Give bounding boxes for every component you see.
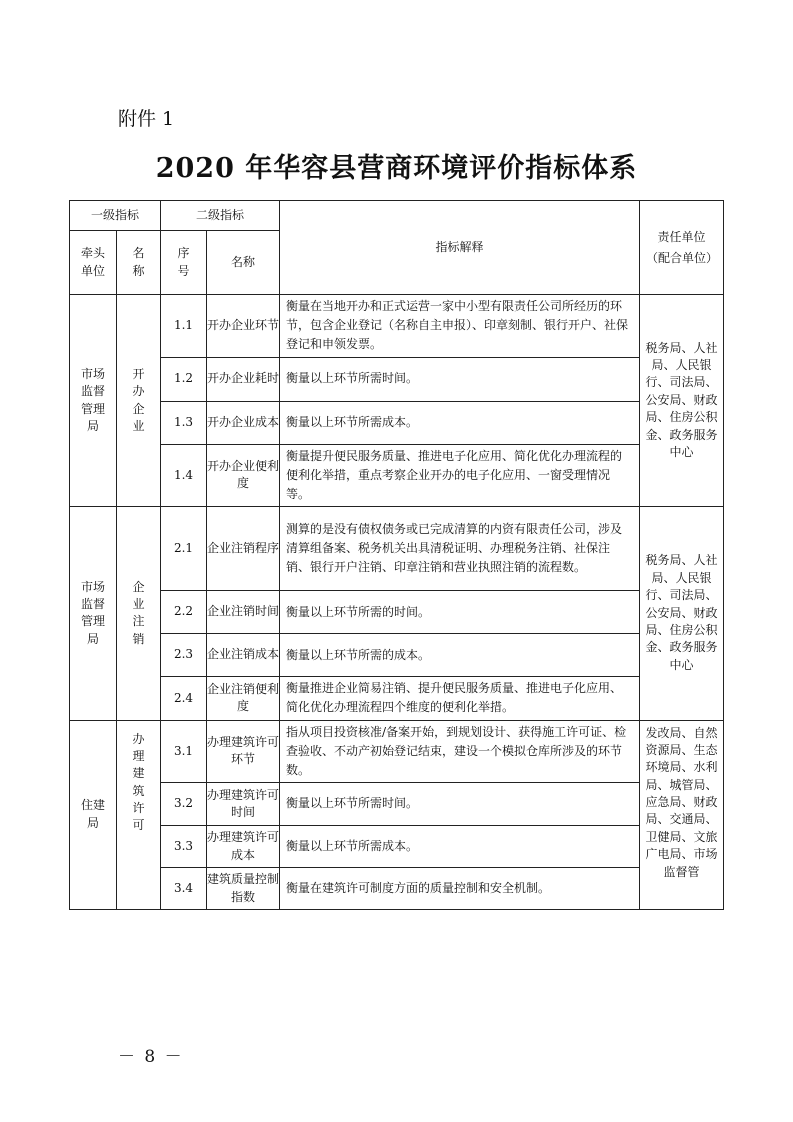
seq-number: 3.3 — [161, 826, 207, 868]
indicator-description: 衡量以上环节所需成本。 — [280, 826, 640, 868]
indicator-description: 衡量以上环节所需的时间。 — [280, 591, 640, 634]
indicator-description: 衡量推进企业简易注销、提升便民服务质量、推进电子化应用、简化优化办理流程四个维度的便利化举措。 — [280, 677, 640, 720]
sub-indicator-name: 开办企业便利度 — [207, 444, 280, 507]
responsible-units: 税务局、人社局、人民银行、司法局、公安局、财政局、住房公积金、政务服务中心 — [640, 295, 724, 507]
sub-indicator-name: 办理建筑许可成本 — [207, 826, 280, 868]
indicator-name: 开办企业 — [132, 366, 145, 433]
indicator-description: 测算的是没有债权债务或已完成清算的内资有限责任公司，涉及清算组备案、税务机关出具清税证明、办理税务注销、社保注销、银行开户注销、印章注销和营业执照注销的流程数。 — [280, 507, 640, 591]
sub-indicator-name: 建筑质量控制指数 — [207, 868, 280, 910]
seq-number: 1.3 — [161, 401, 207, 444]
header-responsible: 责任单位（配合单位） — [640, 201, 724, 295]
seq-number: 1.2 — [161, 357, 207, 401]
indicator-description: 衡量在建筑许可制度方面的质量控制和安全机制。 — [280, 868, 640, 910]
seq-number: 2.3 — [161, 634, 207, 677]
indicator-description: 衡量在当地开办和正式运营一家中小型有限责任公司所经历的环节，包含企业登记（名称自主申报）、印章刻制、银行开户、社保登记和申领发票。 — [280, 295, 640, 358]
table-row — [70, 677, 724, 720]
header-seq: 序号 — [177, 246, 190, 278]
table-row — [70, 826, 724, 868]
seq-number: 2.4 — [161, 677, 207, 720]
header-explanation: 指标解释 — [280, 201, 640, 295]
seq-number: 1.4 — [161, 444, 207, 507]
indicator-description: 衡量提升便民服务质量、推进电子化应用、简化优化办理流程的便利化举措，重点考察企业开办的电子化应用、一窗受理情况等。 — [280, 444, 640, 507]
header-level1: 一级指标 — [70, 201, 161, 231]
responsible-units: 税务局、人社局、人民银行、司法局、公安局、财政局、住房公积金、政务服务中心 — [640, 507, 724, 720]
header-level2: 二级指标 — [161, 201, 280, 231]
table-row — [70, 401, 724, 444]
sub-indicator-name: 开办企业耗时 — [207, 357, 280, 401]
indicator-description: 衡量以上环节所需时间。 — [280, 783, 640, 826]
sub-indicator-name: 办理建筑许可环节 — [207, 720, 280, 783]
page-number: － 8 － — [118, 1047, 184, 1067]
seq-number: 2.1 — [161, 507, 207, 591]
seq-number: 3.1 — [161, 720, 207, 783]
table-row — [70, 507, 724, 591]
indicator-description: 衡量以上环节所需时间。 — [280, 357, 640, 401]
table-row — [70, 783, 724, 826]
lead-unit: 市场监督管理局 — [80, 579, 105, 646]
header-name: 名称 — [132, 246, 145, 278]
document-title: 2020 年华容县营商环境评价指标体系 — [155, 153, 638, 184]
indicator-table — [69, 200, 724, 910]
sub-indicator-name: 办理建筑许可时间 — [207, 783, 280, 826]
header-name2: 名称 — [207, 231, 280, 295]
sub-indicator-name: 开办企业成本 — [207, 401, 280, 444]
lead-unit: 住建局 — [80, 798, 105, 830]
indicator-name: 企业注销 — [132, 579, 145, 646]
seq-number: 3.4 — [161, 868, 207, 910]
sub-indicator-name: 企业注销时间 — [207, 591, 280, 634]
table-row — [70, 868, 724, 910]
table-row — [70, 444, 724, 507]
table-row — [70, 357, 724, 401]
table-row — [70, 720, 724, 783]
sub-indicator-name: 企业注销成本 — [207, 634, 280, 677]
indicator-description: 衡量以上环节所需的成本。 — [280, 634, 640, 677]
seq-number: 2.2 — [161, 591, 207, 634]
seq-number: 3.2 — [161, 783, 207, 826]
indicator-description: 衡量以上环节所需成本。 — [280, 401, 640, 444]
attachment-label: 附件 1 — [118, 108, 175, 130]
responsible-units-text: 发改局、自然资源局、生态环境局、水利局、城管局、应急局、财政局、交通局、卫健局、文旅广电局、市场监督管 — [645, 725, 718, 879]
responsible-units — [640, 720, 724, 910]
lead-unit: 市场监督管理局 — [80, 366, 105, 433]
indicator-description: 指从项目投资核准/备案开始，到规划设计、获得施工许可证、检查验收、不动产初始登记结束，建设一个模拟仓库所涉及的环节数。 — [280, 720, 640, 783]
seq-number: 1.1 — [161, 295, 207, 358]
sub-indicator-name: 开办企业环节 — [207, 295, 280, 358]
sub-indicator-name: 企业注销程序 — [207, 507, 280, 591]
table-row — [70, 295, 724, 358]
indicator-name: 办理建筑许可 — [132, 731, 145, 833]
table-row — [70, 591, 724, 634]
table-row — [70, 634, 724, 677]
header-lead-unit: 牵头单位 — [70, 231, 117, 295]
sub-indicator-name: 企业注销便利度 — [207, 677, 280, 720]
